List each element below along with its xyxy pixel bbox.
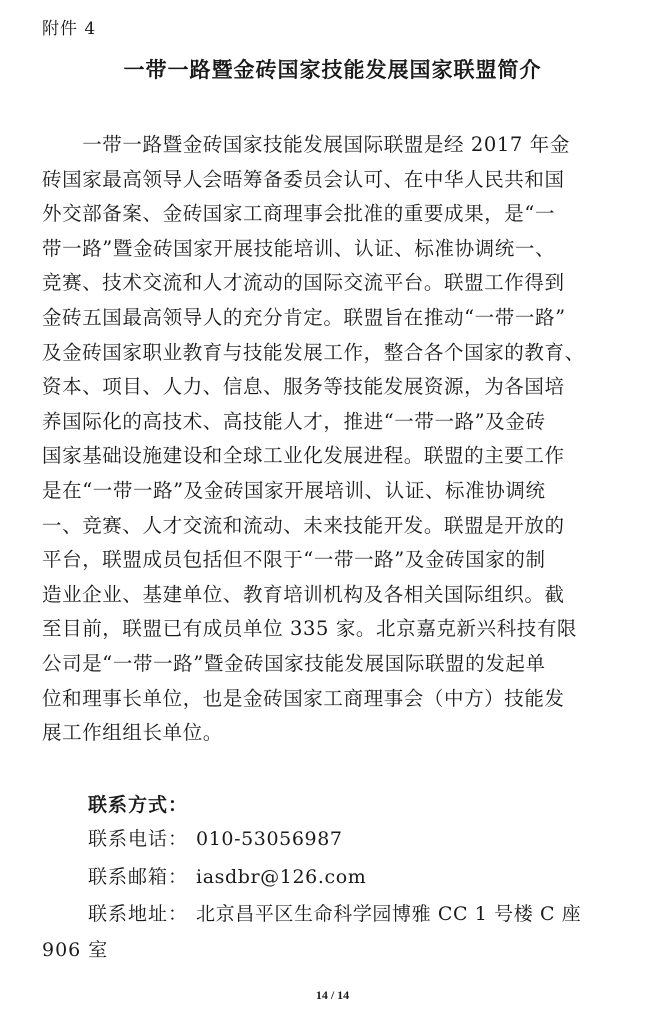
paragraph-line: 养国际化的高技术、高技能人才，推进“一带一路”及金砖 [42,409,546,433]
email-label: 联系邮箱： [88,866,189,888]
paragraph-line: 一、竞赛、人才交流和流动、未来技能开发。联盟是开放的 [42,513,565,537]
contact-phone [88,824,343,851]
attachment-label: 附件 4 [42,19,97,39]
paragraph-line: 及金砖国家职业教育与技能发展工作，整合各个国家的教育、 [42,340,585,364]
email-value: iasdbr@126.com [196,866,367,888]
paragraph-line: 公司是“一带一路”暨金砖国家技能发展国际联盟的发起单 [42,651,546,675]
address-label: 联系地址： [88,903,189,925]
phone-value: 010-53056987 [196,828,343,850]
paragraph-line: 砖国家最高领导人会晤筹备委员会认可、在中华人民共和国 [42,167,565,191]
document-title: 一带一路暨金砖国家技能发展国家联盟简介 [123,58,542,82]
paragraph-line: 国家基础设施建设和全球工业化发展进程。联盟的主要工作 [42,444,565,468]
paragraph-line: 平台，联盟成员包括但不限于“一带一路”及金砖国家的制 [42,548,546,572]
paragraph-line: 一带一路暨金砖国家技能发展国际联盟是经 2017 年金 [42,133,570,156]
contact-email [88,862,366,889]
paragraph-line: 金砖五国最高领导人的充分肯定。联盟旨在推动“一带一路” [42,305,566,329]
address-value: 北京昌平区生命科学园博雅 CC 1 号楼 C 座 [196,903,582,925]
contact-heading: 联系方式： [88,794,189,816]
paragraph-line: 竞赛、技术交流和人才流动的国际交流平台。联盟工作得到 [42,271,565,295]
paragraph-line: 是在“一带一路”及金砖国家开展培训、认证、标准协调统 [42,478,546,502]
phone-label: 联系电话： [88,828,189,850]
paragraph-line: 展工作组组长单位。 [42,721,223,745]
paragraph-line: 带一路”暨金砖国家开展技能培训、认证、标准协调统一、 [42,236,556,260]
page-number: 14 / 14 [315,988,350,1002]
paragraph-line: 至目前，联盟已有成员单位 335 家。北京嘉克新兴科技有限 [42,617,578,641]
contact-address [88,899,581,926]
paragraph-line: 造业企业、基建单位、教育培训机构及各相关国际组织。截 [42,582,565,606]
paragraph-line: 资本、项目、人力、信息、服务等技能发展资源，为各国培 [42,375,565,399]
introduction-paragraph [42,128,632,751]
address-continuation: 906 室 [42,939,109,961]
paragraph-line: 外交部备案、金砖国家工商理事会批准的重要成果，是“一 [42,202,556,226]
paragraph-line: 位和理事长单位，也是金砖国家工商理事会（中方）技能发 [42,686,565,710]
